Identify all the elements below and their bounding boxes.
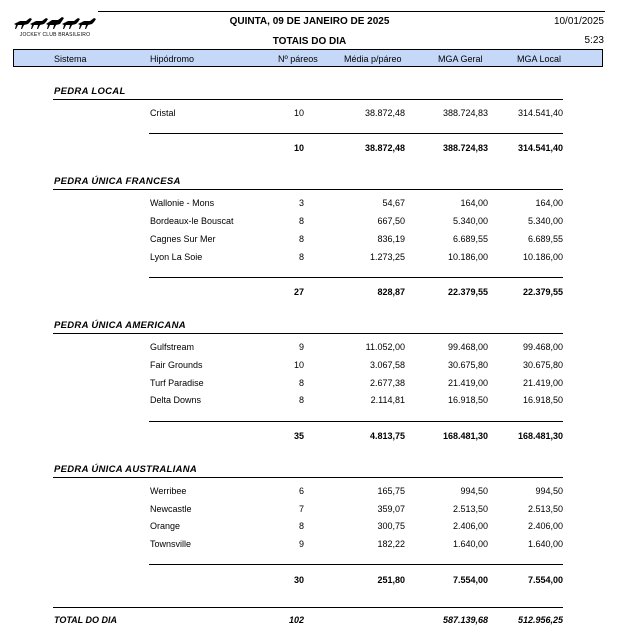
cell-hipodromo: Fair Grounds	[150, 360, 203, 370]
cell-mga-local: 6.689,55	[527, 234, 563, 244]
table-row	[0, 108, 619, 120]
table-row	[0, 216, 619, 228]
section-rule	[53, 99, 563, 100]
cell-hipodromo: Delta Downs	[150, 395, 202, 405]
cell-pareos: 8	[298, 216, 304, 226]
total-mga-geral: 587.139,68	[442, 615, 488, 625]
subtotal-rule	[149, 421, 563, 422]
total-mga-local: 512.956,25	[517, 615, 563, 625]
col-media: Média p/páreo	[344, 54, 402, 64]
cell-mga-geral: 2.513,50	[452, 504, 488, 514]
cell-media: 11.052,00	[365, 342, 405, 352]
table-row	[0, 198, 619, 210]
cell-mga-geral: 2.406,00	[452, 521, 488, 531]
cell-pareos: 6	[298, 486, 304, 496]
subtotal-pareos: 10	[293, 143, 304, 153]
cell-media: 165,75	[377, 486, 405, 496]
subtotal-pareos: 30	[293, 575, 304, 585]
cell-pareos: 8	[298, 395, 304, 405]
subtotal-mga-geral: 7.554,00	[452, 575, 488, 585]
col-mga-local: MGA Local	[517, 54, 562, 64]
cell-media: 54,67	[382, 198, 405, 208]
total-label: TOTAL DO DIA	[54, 615, 117, 625]
cell-mga-local: 99.468,00	[522, 342, 563, 352]
col-mga-geral: MGA Geral	[438, 54, 483, 64]
cell-pareos: 8	[298, 234, 304, 244]
subtotal-mga-geral: 22.379,55	[447, 287, 488, 297]
cell-hipodromo: Newcastle	[150, 504, 192, 514]
cell-mga-geral: 994,50	[460, 486, 488, 496]
table-row	[0, 378, 619, 390]
column-header-bar	[13, 49, 603, 67]
subtotal-media: 4.813,75	[369, 431, 405, 441]
cell-pareos: 8	[298, 378, 304, 388]
cell-hipodromo: Werribee	[150, 486, 187, 496]
cell-mga-local: 21.419,00	[522, 378, 563, 388]
cell-mga-geral: 388.724,83	[442, 108, 488, 118]
cell-pareos: 3	[298, 198, 304, 208]
total-row	[0, 615, 619, 627]
cell-hipodromo: Wallonie - Mons	[150, 198, 215, 208]
table-row	[0, 342, 619, 354]
table-row	[0, 539, 619, 551]
report-subtitle: TOTAIS DO DIA	[272, 36, 347, 47]
table-row	[0, 504, 619, 516]
subtotal-row	[0, 143, 619, 155]
cell-media: 2.114,81	[370, 395, 405, 405]
table-row	[0, 486, 619, 498]
cell-media: 2.677,38	[369, 378, 405, 388]
cell-hipodromo: Cristal	[150, 108, 176, 118]
cell-mga-local: 10.186,00	[522, 252, 563, 262]
table-row	[0, 360, 619, 372]
cell-pareos: 8	[298, 521, 304, 531]
section-rule	[53, 477, 563, 478]
cell-hipodromo: Lyon La Soie	[150, 252, 203, 262]
col-pareos: Nº páreos	[278, 54, 318, 64]
cell-mga-geral: 21.419,00	[447, 378, 488, 388]
cell-mga-geral: 99.468,00	[447, 342, 488, 352]
cell-media: 38.872,48	[364, 108, 405, 118]
subtotal-rule	[149, 133, 563, 134]
cell-pareos: 8	[298, 252, 304, 262]
total-pareos: 102	[288, 615, 304, 625]
table-row	[0, 521, 619, 533]
cell-hipodromo: Orange	[150, 521, 181, 531]
cell-mga-geral: 164,00	[460, 198, 488, 208]
report-title: QUINTA, 09 DE JANEIRO DE 2025	[229, 16, 390, 27]
table-row	[0, 234, 619, 246]
table-row	[0, 252, 619, 264]
subtotal-mga-geral: 388.724,83	[442, 143, 488, 153]
cell-hipodromo: Cagnes Sur Mer	[150, 234, 216, 244]
cell-mga-local: 16.918,50	[522, 395, 563, 405]
cell-media: 359,07	[377, 504, 405, 514]
section-rule	[53, 333, 563, 334]
subtotal-media: 828,87	[377, 287, 405, 297]
subtotal-mga-local: 22.379,55	[522, 287, 563, 297]
subtotal-row	[0, 575, 619, 587]
cell-pareos: 10	[293, 108, 304, 118]
subtotal-row	[0, 287, 619, 299]
top-rule	[98, 11, 605, 12]
subtotal-rule	[149, 277, 563, 278]
section-title: PEDRA ÚNICA AUSTRALIANA	[54, 464, 198, 475]
report-time: 5:23	[584, 35, 604, 46]
subtotal-row	[0, 431, 619, 443]
subtotal-mga-local: 168.481,30	[517, 431, 563, 441]
section-rule	[53, 189, 563, 190]
cell-media: 182,22	[377, 539, 405, 549]
section-title: PEDRA LOCAL	[54, 86, 126, 97]
cell-mga-local: 30.675,80	[522, 360, 563, 370]
cell-mga-local: 2.513,50	[527, 504, 563, 514]
subtotal-media: 38.872,48	[364, 143, 405, 153]
cell-mga-geral: 1.640,00	[452, 539, 488, 549]
cell-mga-local: 994,50	[535, 486, 563, 496]
cell-mga-geral: 6.689,55	[452, 234, 488, 244]
cell-media: 1.273,25	[369, 252, 405, 262]
cell-hipodromo: Gulfstream	[150, 342, 195, 352]
table-row	[0, 395, 619, 407]
cell-hipodromo: Townsville	[150, 539, 192, 549]
total-rule	[53, 607, 563, 608]
subtotal-pareos: 27	[293, 287, 304, 297]
cell-pareos: 7	[298, 504, 304, 514]
cell-hipodromo: Turf Paradise	[150, 378, 204, 388]
cell-mga-geral: 5.340,00	[452, 216, 488, 226]
subtotal-mga-geral: 168.481,30	[442, 431, 488, 441]
cell-mga-local: 5.340,00	[527, 216, 563, 226]
cell-hipodromo: Bordeaux-le Bouscat	[150, 216, 234, 226]
cell-media: 300,75	[377, 521, 405, 531]
cell-mga-local: 314.541,40	[517, 108, 563, 118]
cell-media: 836,19	[377, 234, 405, 244]
section-title: PEDRA ÚNICA FRANCESA	[54, 176, 181, 187]
subtotal-media: 251,80	[377, 575, 405, 585]
cell-mga-local: 164,00	[535, 198, 563, 208]
cell-pareos: 9	[298, 539, 304, 549]
col-hipodromo: Hipódromo	[150, 54, 195, 64]
section-title: PEDRA ÚNICA AMERICANA	[54, 320, 186, 331]
subtotal-mga-local: 7.554,00	[527, 575, 563, 585]
logo-text: JOCKEY CLUB BRASILEIRO	[19, 32, 91, 38]
cell-pareos: 9	[298, 342, 304, 352]
subtotal-pareos: 35	[293, 431, 304, 441]
subtotal-rule	[149, 564, 563, 565]
cell-media: 667,50	[377, 216, 405, 226]
subtotal-mga-local: 314.541,40	[517, 143, 563, 153]
report-date: 10/01/2025	[553, 16, 604, 27]
cell-pareos: 10	[293, 360, 304, 370]
cell-mga-geral: 16.918,50	[447, 395, 488, 405]
col-sistema: Sistema	[54, 54, 87, 64]
cell-media: 3.067,58	[369, 360, 405, 370]
cell-mga-local: 1.640,00	[527, 539, 563, 549]
cell-mga-geral: 30.675,80	[447, 360, 488, 370]
cell-mga-local: 2.406,00	[527, 521, 563, 531]
cell-mga-geral: 10.186,00	[447, 252, 488, 262]
